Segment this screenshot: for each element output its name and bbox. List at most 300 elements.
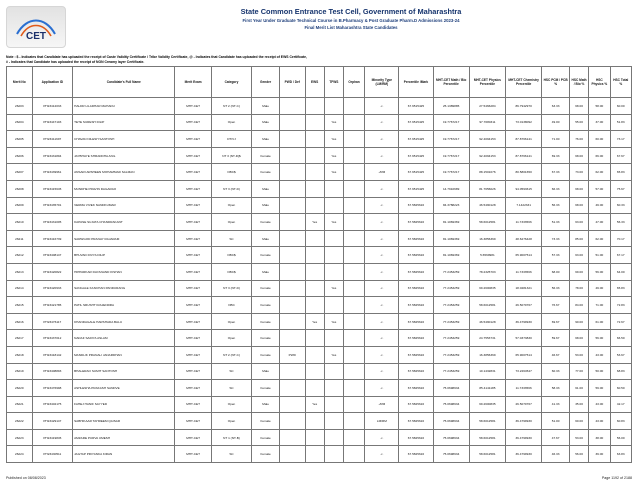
table-cell: 50.00 (589, 363, 610, 380)
table-cell: 56.00 (610, 429, 632, 446)
table-cell: 60.00 (589, 131, 610, 148)
table-cell: MHT-CET (175, 380, 211, 397)
table-cell: PH23420933 (32, 280, 73, 297)
table-cell: 26214 (7, 280, 33, 297)
table-cell: -/- (365, 263, 399, 280)
table-cell (305, 147, 324, 164)
column-header: Orphan (343, 67, 364, 98)
column-header: Merit No (7, 67, 33, 98)
table-cell: 57.00 (589, 180, 610, 197)
table-cell (305, 280, 324, 297)
table-cell: 81.7656026 (469, 180, 505, 197)
table-cell (305, 164, 324, 181)
table-cell (305, 297, 324, 314)
column-header: HSC Total % (610, 67, 632, 98)
table-cell: 56.33 (542, 197, 570, 214)
table-cell: 26215 (7, 297, 33, 314)
table-cell: 26221 (7, 396, 33, 413)
table-cell: -/- (365, 297, 399, 314)
table-cell: PH23429147 (32, 413, 73, 430)
table-cell: 58.6012581 (469, 429, 505, 446)
table-cell: 56.00 (569, 446, 588, 463)
table-row (7, 346, 632, 363)
table-cell: 14.7910689 (433, 180, 469, 197)
table-cell: VERMA VIVEK NANDKUMAR (73, 197, 175, 214)
table-cell: 57.33 (542, 247, 570, 264)
table-cell: PATIL SRUSHTI RAJENDRA (73, 297, 175, 314)
table-cell: Female (252, 413, 280, 430)
table-cell: 51.00 (589, 247, 610, 264)
table-cell: 62.00 (589, 230, 610, 247)
table-cell: 67.6515425 (399, 114, 433, 131)
table-cell: 35.00 (569, 396, 588, 413)
table-cell: 61.00 (569, 380, 588, 397)
table-cell: 84.3788223 (433, 197, 469, 214)
table-cell (324, 446, 343, 463)
table-cell: 63.00 (569, 247, 588, 264)
table-cell (324, 396, 343, 413)
table-cell: 92.4094153 (469, 131, 505, 148)
table-cell: 77.2453259 (433, 363, 469, 380)
table-cell: 71.00 (542, 131, 570, 148)
table-cell (279, 180, 305, 197)
table-cell (343, 180, 364, 197)
table-cell: 78.00 (569, 280, 588, 297)
table-cell: 67.5825616 (399, 396, 433, 413)
table-cell (279, 396, 305, 413)
table-cell: 11.7333566 (506, 214, 542, 231)
table-cell (324, 429, 343, 446)
table-cell: 60.00 (610, 98, 632, 115)
table-cell: PH23476998 (32, 380, 73, 397)
table-cell: PH23419845 (32, 429, 73, 446)
table-cell (279, 363, 305, 380)
table-cell (324, 363, 343, 380)
table-cell: 77.2453259 (433, 313, 469, 330)
table-cell: MUNDHE PRAVIN DAGARAO (73, 180, 175, 197)
table-cell: 61.00 (589, 313, 610, 330)
table-cell: 67.6515425 (399, 98, 433, 115)
table-cell: 49.00 (589, 197, 610, 214)
table-cell (305, 363, 324, 380)
table-cell (279, 297, 305, 314)
table-cell: 26210 (7, 214, 33, 231)
column-header: HSC PCM / PCB % (542, 67, 570, 98)
table-cell: ASHLESHA PRAKASH SANDVE (73, 380, 175, 397)
table-cell: 68.00 (569, 197, 588, 214)
table-cell: 19.7767217 (433, 131, 469, 148)
table-cell: 27.5466284 (469, 98, 505, 115)
table-cell: Yes (324, 214, 343, 231)
table-cell: AMZARE PURVA UMESH (73, 429, 175, 446)
table-cell: 58.6012581 (469, 214, 505, 231)
table-cell: NADAF SADIYA ASLAM (73, 330, 175, 347)
table-cell: 26211 (7, 230, 33, 247)
table-cell (279, 147, 305, 164)
table-cell: PH23435701 (32, 197, 73, 214)
table-cell: Female (252, 214, 280, 231)
table-cell: Yes (324, 147, 343, 164)
table-cell (324, 247, 343, 264)
table-cell: 59.67 (542, 330, 570, 347)
table-cell: Yes (324, 164, 343, 181)
table-cell (279, 413, 305, 430)
table-cell (343, 346, 364, 363)
table-cell: HALDR LILADHAR MAHADU (73, 98, 175, 115)
table-cell: 58.6012581 (469, 446, 505, 463)
table-cell: 53.67 (610, 346, 632, 363)
table-cell: 69.2600835 (469, 396, 505, 413)
table-cell (343, 197, 364, 214)
note-line-2: # - Indicates that Candidate has uploaded the receipt of NON Creamy layer Certificate. (6, 60, 145, 64)
column-header: Minority Type (LM/RM) (365, 67, 399, 98)
table-cell: MHT-CET (175, 180, 211, 197)
table-cell: Open (211, 313, 252, 330)
table-cell (343, 396, 364, 413)
document-title: State Common Entrance Test Cell, Government of Maharashtra (240, 7, 462, 16)
table-cell: MHT-CET (175, 230, 211, 247)
table-cell: 78.2325703 (469, 263, 505, 280)
cet-logo-text: CET (26, 31, 46, 42)
table-cell: MHT-CET (175, 297, 211, 314)
table-cell: 81.1069369 (433, 247, 469, 264)
table-row (7, 297, 632, 314)
table-cell: 46.5490128 (469, 313, 505, 330)
table-cell: 85.4141185 (469, 380, 505, 397)
table-cell: 73.00 (569, 164, 588, 181)
table-cell: Male (252, 114, 280, 131)
table-cell: SC (211, 230, 252, 247)
table-cell: Yes (324, 280, 343, 297)
table-cell: SC (211, 380, 252, 397)
table-cell: 51.83 (610, 114, 632, 131)
table-cell: 69.2600835 (469, 280, 505, 297)
table-cell: 75.0698934 (433, 446, 469, 463)
table-cell: 42.17 (610, 396, 632, 413)
table-cell (305, 230, 324, 247)
table-cell: 37.00 (589, 114, 610, 131)
table-cell: 36.4799930 (506, 413, 542, 430)
table-cell: 59.00 (589, 380, 610, 397)
table-cell: 25.1389885 (433, 98, 469, 115)
table-cell: 65.9007514 (506, 346, 542, 363)
table-cell: 67.6515425 (399, 131, 433, 148)
table-row (7, 164, 632, 181)
table-cell: Open (211, 330, 252, 347)
table-cell: 67.6515425 (399, 147, 433, 164)
table-cell: MHT-CET (175, 280, 211, 297)
table-cell: 26222 (7, 413, 33, 430)
table-cell: Open (211, 114, 252, 131)
table-cell: 86.7942970 (506, 98, 542, 115)
table-cell: FAHEJ HANIF SAYYED (73, 396, 175, 413)
table-cell: -/- (365, 180, 399, 197)
table-cell: MHT-CET (175, 214, 211, 231)
table-cell: 77.2453259 (433, 297, 469, 314)
table-cell: 63.83 (610, 446, 632, 463)
table-cell: 69.33 (542, 147, 570, 164)
table-cell (305, 247, 324, 264)
table-cell: KAPASE SUJATA CHANDRAKANT (73, 214, 175, 231)
table-cell (305, 380, 324, 397)
table-cell: OBC (211, 297, 252, 314)
table-row (7, 280, 632, 297)
table-cell (305, 263, 324, 280)
table-cell: Male (252, 180, 280, 197)
table-cell: 68.00 (569, 330, 588, 347)
table-cell: Female (252, 247, 280, 264)
table-cell: Yes (305, 214, 324, 231)
table-cell: -/- (365, 98, 399, 115)
table-cell: OBC$ (211, 164, 252, 181)
table-cell: Female (252, 313, 280, 330)
table-cell: Female (252, 330, 280, 347)
table-cell: 58.00 (589, 98, 610, 115)
table-cell: 49.00 (542, 114, 570, 131)
table-cell: Yes (305, 313, 324, 330)
note-line-1: Note : $ - Indicates that Candidate has uploaded the receipt of Caste Validity Certificate / Tribe Validity Certificate, @ - Indicates that Candidate has uploaded the receipt of EWS Certificate, (6, 55, 307, 59)
table-body (7, 98, 632, 463)
table-cell: 60.33 (610, 197, 632, 214)
table-cell: 84.00 (569, 297, 588, 314)
table-cell (324, 413, 343, 430)
table-cell (305, 429, 324, 446)
table-cell: 77.2453259 (433, 346, 469, 363)
table-cell: 67.5825616 (399, 214, 433, 231)
table-cell: -/- (365, 346, 399, 363)
table-cell: 43.00 (589, 413, 610, 430)
table-cell: MHT-CET (175, 363, 211, 380)
table-cell: 46.5490128 (469, 197, 505, 214)
table-cell: 26216 (7, 313, 33, 330)
table-cell: ANSARI ARSHEEN MOHAMMAD SALMAN (73, 164, 175, 181)
table-cell: MHT-CET (175, 396, 211, 413)
table-cell: 19.7767217 (433, 147, 469, 164)
table-cell: 71.00 (589, 297, 610, 314)
table-cell: OBC$ (211, 247, 252, 264)
table-cell: NT 2 (NT-C) (211, 346, 252, 363)
table-cell: 67.17 (610, 247, 632, 264)
table-cell (279, 429, 305, 446)
table-cell: 39.00 (589, 446, 610, 463)
table-cell: 19.7767217 (433, 114, 469, 131)
table-cell: 76.67 (542, 297, 570, 314)
table-cell: Female (252, 147, 280, 164)
table-cell: 60.50 (610, 380, 632, 397)
table-cell: 67.5825616 (399, 230, 433, 247)
table-cell (279, 313, 305, 330)
table-cell: 68.00 (569, 98, 588, 115)
table-cell: 73.17 (610, 131, 632, 148)
table-cell: 67.5825616 (399, 263, 433, 280)
table-cell: 36.4799930 (506, 446, 542, 463)
table-cell: DT/VJ (211, 131, 252, 148)
table-cell: 41.33 (542, 396, 570, 413)
table-row (7, 98, 632, 115)
column-header: EWS (305, 67, 324, 98)
table-cell: 51.00 (542, 413, 570, 430)
table-cell (305, 180, 324, 197)
table-cell: 49.00 (589, 280, 610, 297)
table-cell: 26203 (7, 98, 33, 115)
table-cell: 5.6569981 (469, 247, 505, 264)
table-cell (279, 280, 305, 297)
table-cell: 26220 (7, 380, 33, 397)
table-cell: 26206 (7, 147, 33, 164)
table-cell (343, 114, 364, 131)
table-cell (279, 98, 305, 115)
table-cell: -/- (365, 247, 399, 264)
table-cell: MHT-CET (175, 164, 211, 181)
table-cell: 87.8766141 (506, 131, 542, 148)
table-cell: MHT-CET (175, 446, 211, 463)
table-cell: 64.00 (610, 263, 632, 280)
table-cell (279, 114, 305, 131)
table-cell (279, 131, 305, 148)
table-cell: Female (252, 446, 280, 463)
table-cell: 26224 (7, 446, 33, 463)
table-cell: MHT-CET (175, 197, 211, 214)
table-cell: MHT-CET (175, 313, 211, 330)
column-header: Candidate's Full Name (73, 67, 175, 98)
table-cell: 36.4799930 (506, 429, 542, 446)
table-cell: MHT-CET (175, 114, 211, 131)
table-cell: NT 3 (NT-D) (211, 180, 252, 197)
table-cell: SARWGOD PRANAY RAJARAM (73, 230, 175, 247)
table-cell: 58.6012581 (469, 413, 505, 430)
table-cell: MHT-CET (175, 429, 211, 446)
table-cell: PH23418142 (32, 346, 73, 363)
table-cell (343, 147, 364, 164)
table-cell: -/- (365, 131, 399, 148)
table-cell: BHUVAD DIVYA DILIP (73, 247, 175, 264)
merit-list-heading: Final Merit List Maharashtra State Candidates (304, 25, 398, 30)
table-cell: Female (252, 297, 280, 314)
table-cell: PH23431894 (32, 147, 73, 164)
table-cell: 72.83 (610, 297, 632, 314)
table-cell (343, 297, 364, 314)
table-cell: -/- (365, 446, 399, 463)
table-cell (305, 446, 324, 463)
table-cell: PH23408893 (32, 363, 73, 380)
table-cell (305, 131, 324, 148)
table-cell: 67.5825616 (399, 363, 433, 380)
table-cell: Open (211, 396, 252, 413)
table-row (7, 247, 632, 264)
table-cell: PH23408147 (32, 247, 73, 264)
table-cell: 67.5825616 (399, 280, 433, 297)
table-cell: 66.50 (610, 330, 632, 347)
table-cell: 26218 (7, 346, 33, 363)
table-cell: Female (252, 164, 280, 181)
table-cell: -/- (365, 313, 399, 330)
table-cell: 60.83 (610, 413, 632, 430)
table-cell: CHAVAN NILESH SANTOSH (73, 131, 175, 148)
table-cell: 76.00 (569, 131, 588, 148)
table-cell: 75.67 (610, 180, 632, 197)
column-header: MHT-CET Math / Bio Percentile (433, 67, 469, 98)
table-cell: 53.00 (569, 429, 588, 446)
table-cell (305, 114, 324, 131)
table-cell (279, 214, 305, 231)
column-header: Gender (252, 67, 280, 98)
table-cell: 18.0281321 (506, 280, 542, 297)
table-cell (343, 429, 364, 446)
table-cell: 47.67 (542, 429, 570, 446)
table-cell: 56.00 (589, 330, 610, 347)
table-cell: 75.0698934 (433, 429, 469, 446)
table-cell: 67.67 (610, 147, 632, 164)
table-cell: SABHIKAAR TAHREEM QAISAR (73, 413, 175, 430)
table-cell: Female (252, 346, 280, 363)
table-cell: Male (252, 98, 280, 115)
table-cell: Yes (324, 346, 343, 363)
table-cell: Male (252, 230, 280, 247)
table-cell (279, 380, 305, 397)
table-row (7, 429, 632, 446)
table-row (7, 330, 632, 347)
column-header: HSC Physics % (589, 67, 610, 98)
table-cell (305, 197, 324, 214)
table-cell: Yes (305, 396, 324, 413)
table-cell: 77.2453259 (433, 280, 469, 297)
table-cell: 67.5825616 (399, 413, 433, 430)
table-cell: Open (211, 413, 252, 430)
table-cell: Yes (324, 313, 343, 330)
page-number: Page 1192 of 2188 (601, 476, 632, 480)
table-cell: 66.33 (542, 180, 570, 197)
table-row (7, 380, 632, 397)
table-cell: 57.0373830 (506, 330, 542, 347)
table-cell: 73.33 (542, 230, 570, 247)
table-cell: LM/RM (365, 413, 399, 430)
table-cell (343, 164, 364, 181)
table-cell: SC (211, 446, 252, 463)
table-cell: 10.1432831 (469, 363, 505, 380)
table-cell: MHT-CET (175, 98, 211, 115)
table-cell: 73.0138092 (506, 114, 542, 131)
table-row (7, 180, 632, 197)
table-cell: 26212 (7, 247, 33, 264)
table-cell: 97.7080311 (469, 114, 505, 131)
table-cell (279, 263, 305, 280)
table-cell: SANGALE KANCHAN PANDURANG (73, 280, 175, 297)
table-cell: JAGTAP PRIYANKA KIRAN (73, 446, 175, 463)
table-cell (305, 330, 324, 347)
table-cell: -/- (365, 230, 399, 247)
table-cell (279, 247, 305, 264)
column-header: TFWS (324, 67, 343, 98)
table-cell: 88.1501076 (469, 164, 505, 181)
table-cell: MHT-CET (175, 263, 211, 280)
table-cell: 69.00 (569, 263, 588, 280)
table-cell: -/- (365, 363, 399, 380)
table-cell: 11.7333566 (506, 380, 542, 397)
table-cell (343, 280, 364, 297)
table-cell: 26207 (7, 164, 33, 181)
table-cell: 67.5825616 (399, 297, 433, 314)
table-cell: Open (211, 197, 252, 214)
table-cell (343, 230, 364, 247)
table-cell: 70.17 (610, 230, 632, 247)
table-cell: 24.7553731 (469, 330, 505, 347)
table-row (7, 446, 632, 463)
table-cell: Female (252, 280, 280, 297)
table-cell: PH23476117 (32, 313, 73, 330)
table-cell (279, 197, 305, 214)
table-cell: 69.67 (542, 313, 570, 330)
table-cell: BHALERAO SUMIT SANTOSH (73, 363, 175, 380)
